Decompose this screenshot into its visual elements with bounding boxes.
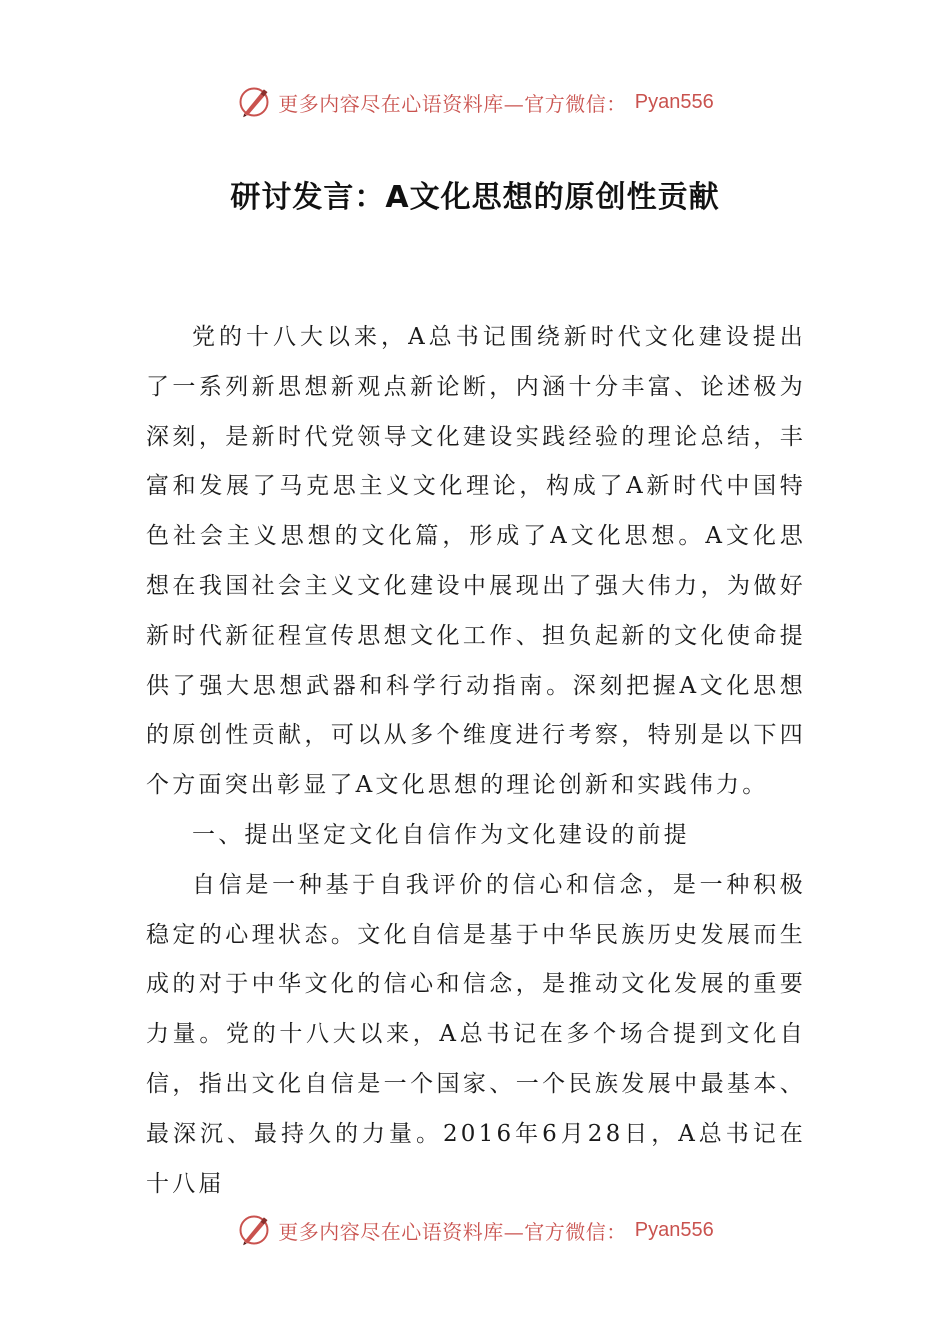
section-heading-1: 一、提出坚定文化自信作为文化建设的前提 — [192, 821, 690, 848]
footer-watermark-banner — [0, 1208, 950, 1252]
paragraph-intro: 党的十八大以来，A总书记围绕新时代文化建设提出了一系列新思想新观点新论断，内涵十分丰富、论述极为深刻，是新时代党领导文化建设实践经验的理论总结，丰富和发展了马克思主义文化理论，构成了A新时代中国特色社会主义思想的文化篇，形成了A文化思想。A文化思想在我国社会主义文化建设中展现出了强大伟力，为做好新时代新征程宣传思想文化工作、担负起新的文化使命提供了强大思想武器和科学行动指南。深刻把握A文化思想的原创性贡献，可以从多个维度进行考察，特别是以下四个方面突出彰显了A文化思想的理论创新和实践伟力。 — [146, 324, 806, 799]
document-body — [146, 313, 806, 1209]
wechat-id: Pyan556 — [634, 1218, 714, 1241]
pen-logo-icon — [236, 1212, 272, 1248]
document-title: 研讨发言：A文化思想的原创性贡献 — [230, 180, 720, 215]
watermark-text: 更多内容尽在心语资料库—官方微信： — [278, 91, 627, 116]
watermark-text: 更多内容尽在心语资料库—官方微信： — [278, 1219, 627, 1244]
header-watermark-banner — [0, 80, 950, 124]
paragraph-cultural-confidence: 自信是一种基于自我评价的信心和信念，是一种积极稳定的心理状态。文化自信是基于中华民族历史发展而生成的对于中华文化的信心和信念，是推动文化发展的重要力量。党的十八大以来，A总书记在多个场合提到文化自信，指出文化自信是一个国家、一个民族发展中最基本、最深沉、最持久的力量。2016年6月28日，A总书记在十八届 — [146, 871, 806, 1197]
pen-logo-icon — [236, 84, 272, 120]
wechat-id: Pyan556 — [634, 90, 714, 113]
